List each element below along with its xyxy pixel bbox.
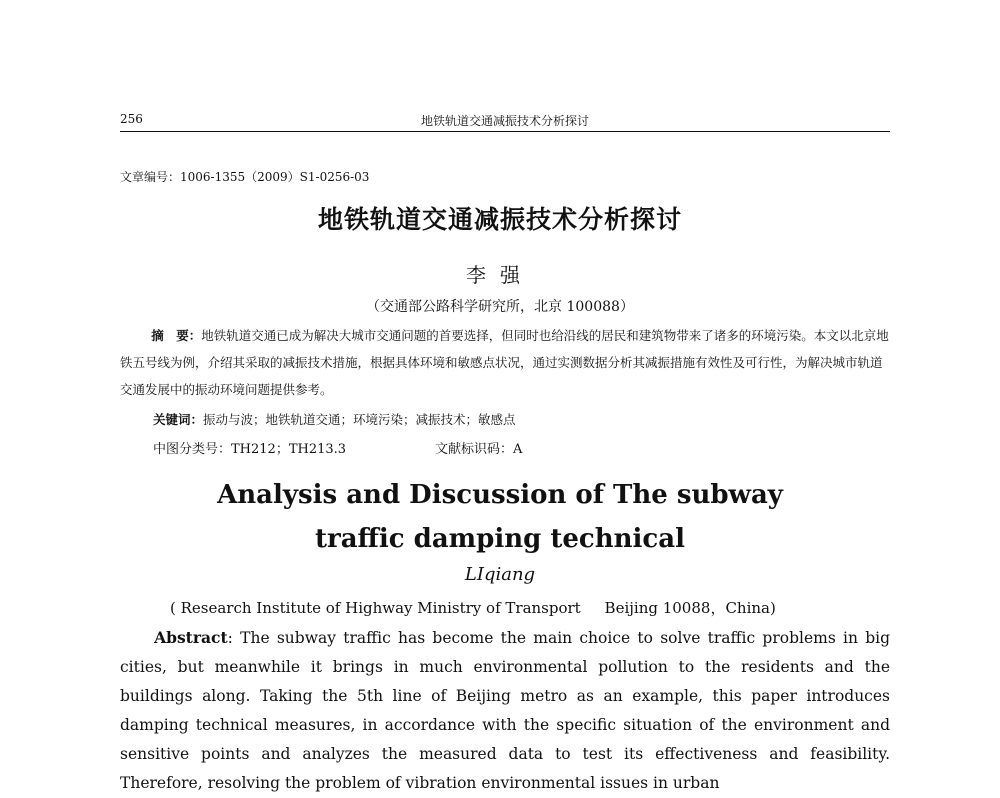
chinese-abstract [120, 322, 890, 403]
chinese-abstract-text: 地铁轨道交通已成为解决大城市交通问题的首要选择，但同时也给沿线的居民和建筑物带来了诸多的环境污染。本文以北京地铁五号线为例，介绍其采取的减振技术措施，根据具体环境和敏感点状况，通过实测数据分析其减振措施有效性及可行性，为解决城市轨道交通发展中的振动环境问题提供参考。 [120, 328, 889, 397]
chinese-abstract-label: 摘 要： [151, 328, 202, 343]
article-number: 文章编号：1006-1355（2009）S1-0256-03 [120, 170, 370, 184]
english-title-line-1: Analysis and Discussion of The subway [217, 480, 783, 510]
chinese-keywords-text: 振动与波；地铁轨道交通；环境污染；减振技术；敏感点 [203, 412, 516, 427]
chinese-author: 李强 [466, 263, 534, 287]
running-header [120, 112, 890, 132]
header-rule [120, 131, 890, 132]
english-abstract-text: : The subway traffic has become the main choice to solve traffic problems in big cities, but meanwhile it brings in much environmental pollution to the residents and the buildings along. Taking the 5th line of Beijing metro as an example, this paper introduces damping technical measures, in accordance with the specific situation of the environment and sensitive points and analyzes the measured data to test its effectiveness and feasibility. Therefore, resolving the problem of vibration environmental issues in urban [120, 629, 890, 792]
running-title: 地铁轨道交通减振技术分析探讨 [420, 114, 589, 128]
document-code: 文献标识码：A [435, 442, 523, 457]
page-number: 256 [120, 112, 143, 126]
clc-number: 中图分类号：TH212；TH213.3 [153, 442, 347, 457]
chinese-affiliation: （交通部公路科学研究所，北京 100088） [366, 299, 634, 315]
chinese-keywords-label: 关键词： [153, 412, 204, 427]
chinese-title: 地铁轨道交通减振技术分析探讨 [317, 205, 682, 234]
english-abstract [120, 623, 890, 792]
english-abstract-label: Abstract [154, 628, 228, 647]
english-author: LIqiang [464, 564, 536, 585]
chinese-keywords [153, 410, 516, 428]
english-affiliation: ( Research Institute of Highway Ministry of Transport Beijing 10088，China) [170, 599, 776, 617]
english-title-line-2: traffic damping technical [314, 524, 685, 554]
